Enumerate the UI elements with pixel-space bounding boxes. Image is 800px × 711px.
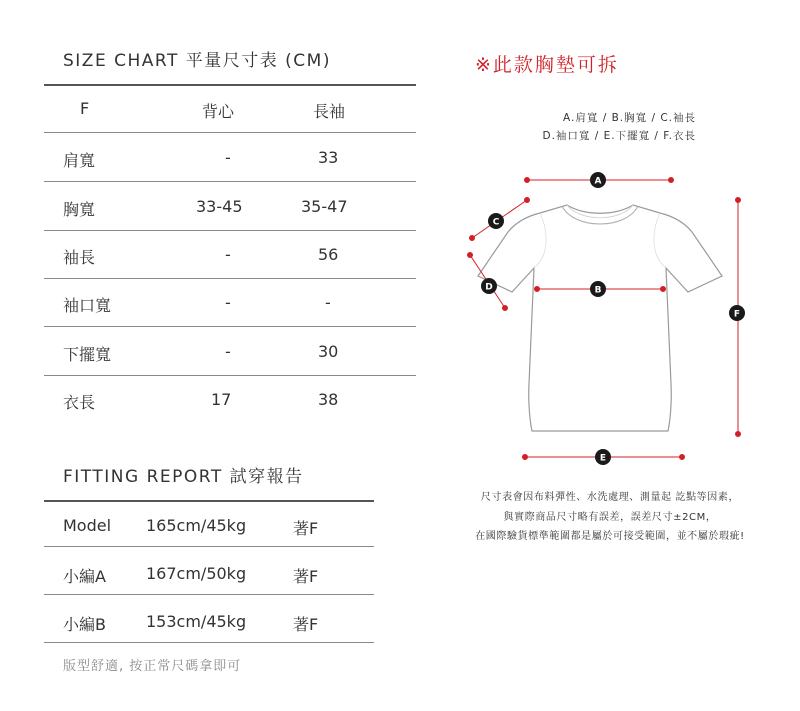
size-chart-col-long-sleeve: 長袖 bbox=[313, 102, 346, 121]
fitting-row-rule bbox=[44, 594, 374, 595]
size-row-label: 肩寬 bbox=[63, 151, 96, 170]
tshirt-outline bbox=[478, 205, 722, 431]
size-row-long-value: 35-47 bbox=[301, 197, 348, 216]
removable-pad-notice: ※此款胸墊可拆 bbox=[475, 54, 619, 76]
fitting-row-name: 小編A bbox=[63, 567, 106, 586]
size-chart-col-vest: 背心 bbox=[202, 102, 235, 121]
size-row-label: 下擺寬 bbox=[63, 345, 112, 364]
measure-endpoint bbox=[661, 287, 666, 292]
measurement-legend-line2: D.袖口寬 / E.下擺寬 / F.衣長 bbox=[542, 130, 696, 142]
fitting-row-size: 著F bbox=[293, 615, 319, 634]
measure-endpoint bbox=[736, 432, 741, 437]
marker-d-label: D bbox=[485, 282, 493, 293]
size-row-vest-value: - bbox=[225, 245, 231, 264]
fitting-report-top-rule bbox=[44, 500, 374, 502]
measure-endpoint bbox=[468, 253, 473, 258]
size-chart-title: SIZE CHART 平量尺寸表 (CM) bbox=[63, 51, 331, 71]
size-row-label: 袖長 bbox=[63, 248, 96, 267]
fit-footnote: 版型舒適, 按正常尺碼拿即可 bbox=[63, 659, 242, 674]
fitting-row-rule bbox=[44, 546, 374, 547]
measure-endpoint bbox=[523, 455, 528, 460]
size-row-label: 衣長 bbox=[63, 393, 96, 412]
size-row-vest-value: - bbox=[225, 148, 231, 167]
measure-endpoint bbox=[470, 236, 475, 241]
size-row-label: 胸寬 bbox=[63, 200, 96, 219]
fitting-row-size: 著F bbox=[293, 567, 319, 586]
size-row-label: 袖口寬 bbox=[63, 296, 112, 315]
fitting-report-title: FITTING REPORT 試穿報告 bbox=[63, 467, 304, 487]
disclaimer-line2: 與實際商品尺寸略有誤差，誤差尺寸±2CM， bbox=[503, 512, 717, 523]
measure-endpoint bbox=[680, 455, 685, 460]
size-row-vest-value: 33-45 bbox=[196, 197, 243, 216]
marker-b-label: B bbox=[594, 285, 602, 296]
size-row-long-value: 30 bbox=[318, 342, 339, 361]
fitting-row-measure: 165cm/45kg bbox=[146, 516, 247, 535]
size-row-long-value: 38 bbox=[318, 390, 339, 409]
measure-endpoint bbox=[525, 178, 530, 183]
size-row-long-value: 56 bbox=[318, 245, 339, 264]
fitting-row-size: 著F bbox=[293, 519, 319, 538]
fitting-row-name: 小編B bbox=[63, 615, 106, 634]
disclaimer-line3: 在國際驗貨標準範圍都是屬於可接受範圍，並不屬於瑕疵! bbox=[475, 531, 745, 542]
measurement-legend-line1: A.肩寬 / B.胸寬 / C.袖長 bbox=[563, 112, 696, 124]
measure-endpoint bbox=[669, 178, 674, 183]
disclaimer-line1: 尺寸表會因布料彈性、水洗處理、測量起 訖點等因素， bbox=[480, 492, 740, 503]
size-chart-col-size: F bbox=[80, 99, 90, 118]
marker-f-label: F bbox=[733, 309, 741, 320]
measure-endpoint bbox=[503, 306, 508, 311]
marker-e-label: E bbox=[599, 453, 607, 464]
measure-endpoint bbox=[525, 198, 530, 203]
size-row-long-value: - bbox=[325, 293, 331, 312]
size-row-vest-value: 17 bbox=[211, 390, 232, 409]
measure-endpoint bbox=[535, 287, 540, 292]
size-row-long-value: 33 bbox=[318, 148, 339, 167]
marker-c-label: C bbox=[492, 217, 500, 228]
size-row-vest-value: - bbox=[225, 342, 231, 361]
fitting-row-measure: 167cm/50kg bbox=[146, 564, 247, 583]
size-row-vest-value: - bbox=[225, 293, 231, 312]
measure-endpoint bbox=[736, 198, 741, 203]
fitting-row-measure: 153cm/45kg bbox=[146, 612, 247, 631]
marker-a-label: A bbox=[594, 176, 602, 187]
fitting-row-name: Model bbox=[63, 516, 112, 535]
fitting-row-rule bbox=[44, 642, 374, 643]
